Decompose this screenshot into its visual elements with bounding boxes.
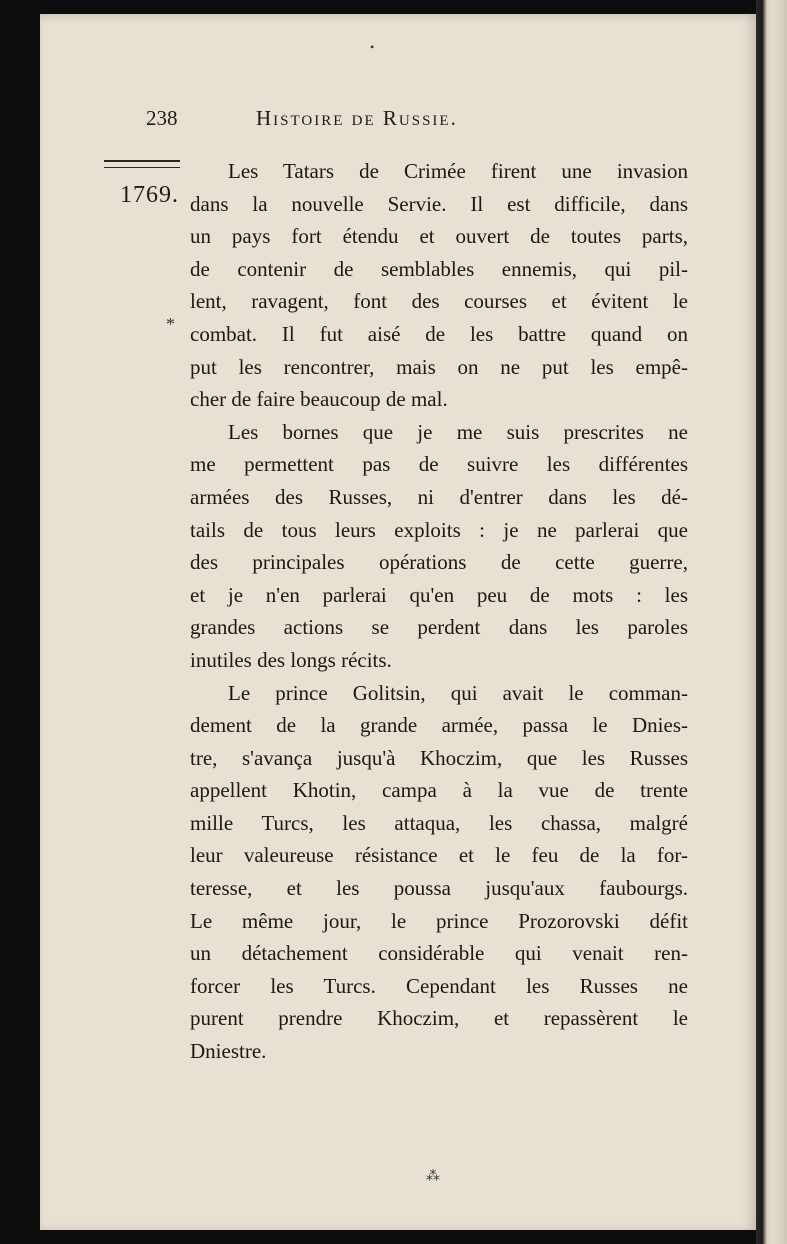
text-line: mille Turcs, les attaqua, les chassa, malgré [190,810,688,835]
text-line: inutiles des longs récits. [190,647,392,672]
running-title: Histoire de Russie. [256,106,458,130]
text-line: Le prince Golitsin, qui avait le comman- [228,680,688,705]
text-line: tre, s'avança jusqu'à Khoczim, que les Russes [190,745,688,770]
text-line: put les rencontrer, mais on ne put les empê- [190,354,688,379]
body-text [190,155,688,1068]
text-line: teresse, et les poussa jusqu'aux faubourgs. [190,876,688,901]
text-line: Le même jour, le prince Prozorovski défit [190,908,688,933]
text-line: dans la nouvelle Servie. Il est difficile, dans [190,191,688,216]
text-line: appellent Khotin, campa à la vue de trente [190,778,688,803]
paragraph [190,416,688,677]
text-line: de contenir de semblables ennemis, qui pil- [190,256,688,281]
text-line: grandes actions se perdent dans les paroles [190,615,688,640]
running-header [146,106,586,136]
text-line: me permettent pas de suivre les différentes [190,452,688,477]
print-speck: * [166,314,175,334]
text-line: forcer les Turcs. Cependant les Russes ne [190,973,688,998]
text-line: armées des Russes, ni d'entrer dans les dé- [190,484,688,509]
paragraph [190,677,688,1068]
margin-rule [104,160,180,168]
text-line: un pays fort étendu et ouvert de toutes parts, [190,224,688,249]
margin-year: 1769. [120,182,179,208]
text-line: dement de la grande armée, passa le Dnies- [190,713,688,738]
text-line: Les Tatars de Crimée firent une invasion [228,159,688,183]
page-number: 238 [146,106,178,130]
text-line: leur valeureuse résistance et le feu de la for- [190,843,688,868]
book-spine [756,0,787,1244]
print-speck: ⁂ [426,1169,440,1184]
text-line: combat. Il fut aisé de les battre quand on [190,321,688,346]
text-line: Dniestre. [190,1039,267,1064]
text-line: et je n'en parlerai qu'en peu de mots : les [190,582,688,607]
text-line: lent, ravagent, font des courses et évitent le [190,289,688,314]
text-line: purent prendre Khoczim, et repassèrent le [190,1006,688,1031]
text-line: tails de tous leurs exploits : je ne parlerai que [190,517,688,542]
text-line: des principales opérations de cette guerre, [190,550,688,575]
print-speck: • [370,40,375,54]
text-line: un détachement considérable qui venait ren- [190,941,688,966]
text-line: cher de faire beaucoup de mal. [190,387,448,412]
paragraph [190,155,688,416]
text-line: Les bornes que je me suis prescrites ne [228,419,688,444]
